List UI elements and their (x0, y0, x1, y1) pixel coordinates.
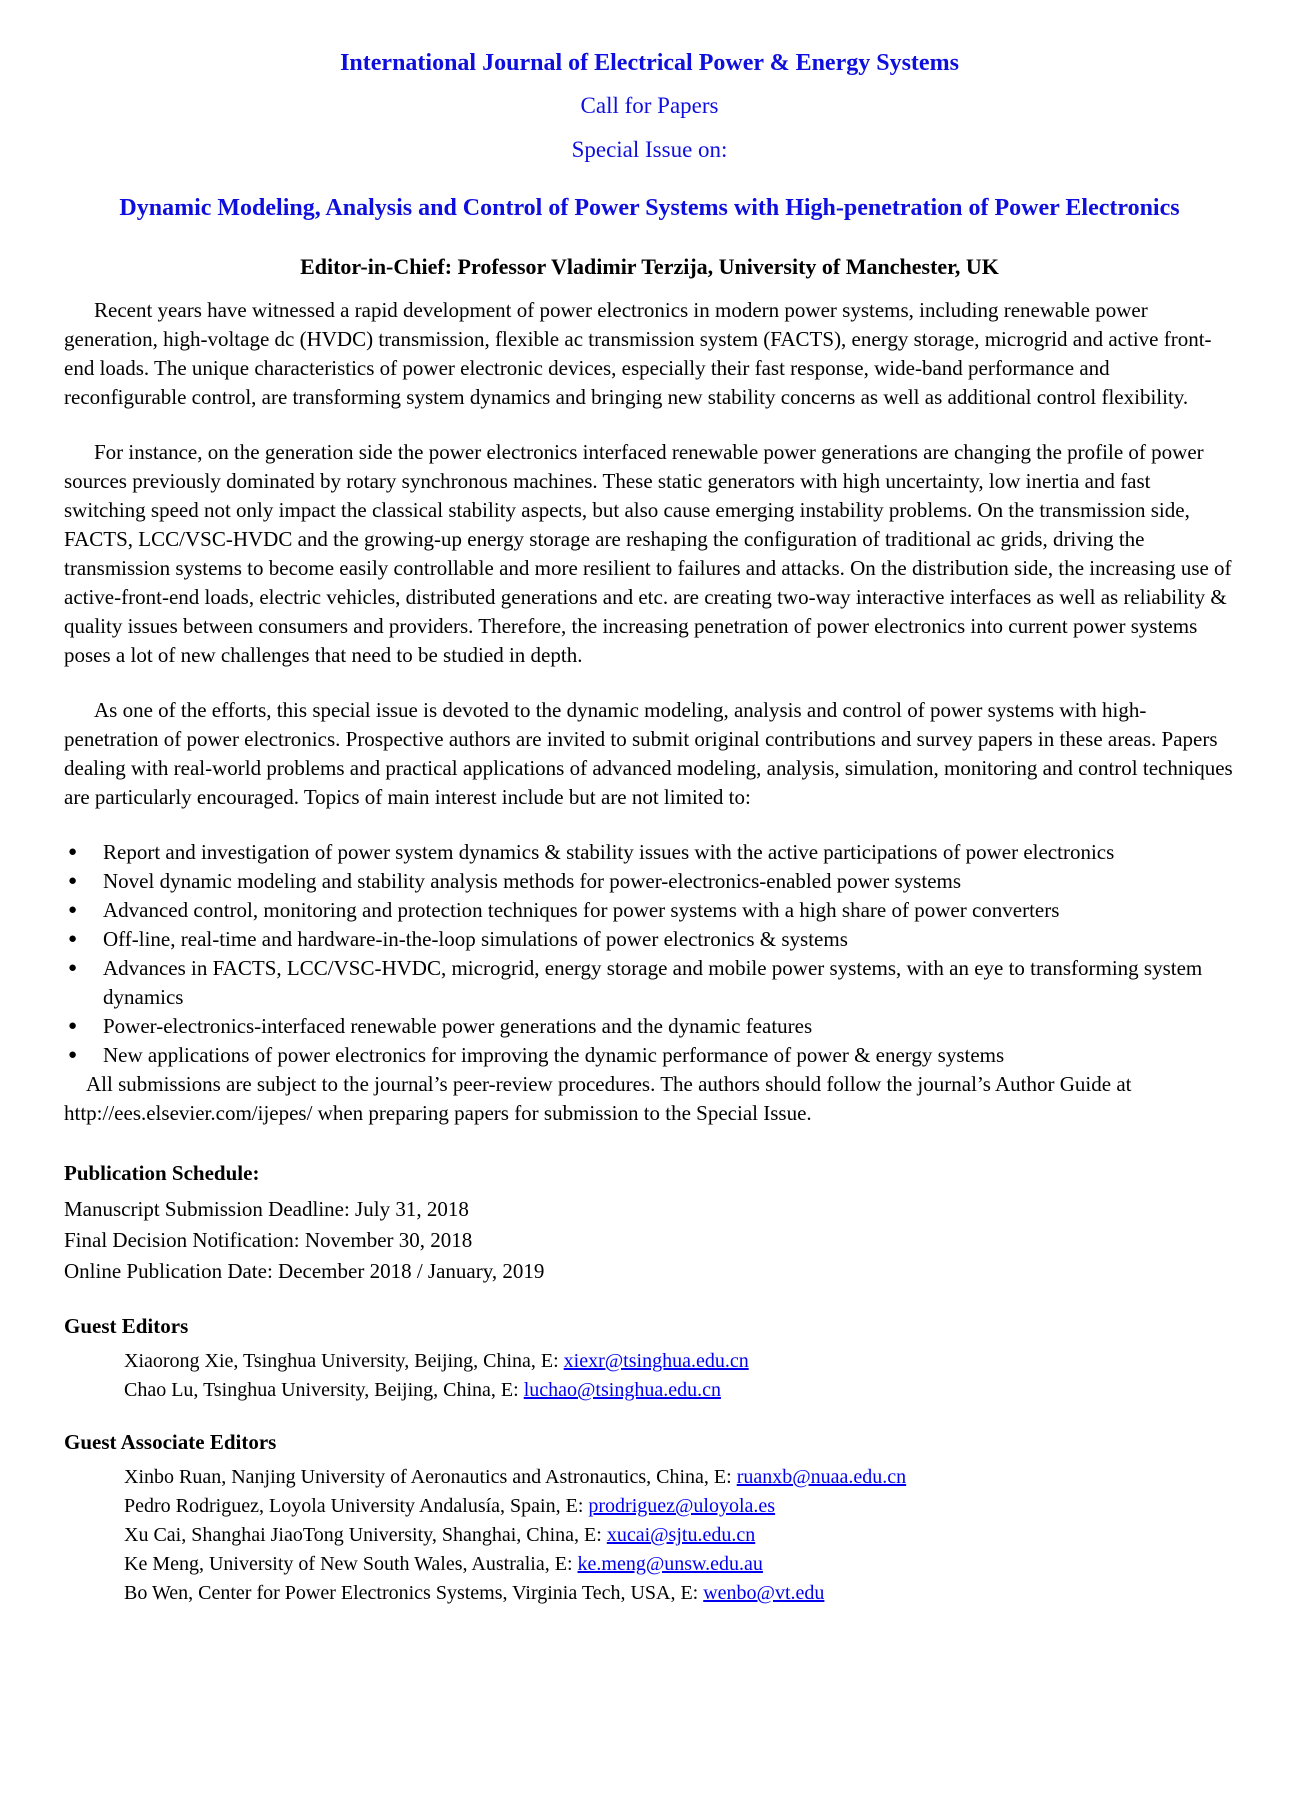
topic-item (64, 954, 1235, 1012)
journal-title: International Journal of Electrical Power & Energy Systems (340, 50, 959, 76)
bullet-icon: ● (68, 1047, 78, 1063)
email-link[interactable]: xiexr@tsinghua.edu.cn (563, 1350, 749, 1372)
schedule-item-online-publication: Online Publication Date: December 2018 / January, 2019 (64, 1259, 545, 1283)
guest-editor-name: Bo Wen, Center for Power Electronics Systems, Virginia Tech, USA, E: (124, 1582, 704, 1604)
email-link[interactable]: wenbo@vt.edu (703, 1582, 825, 1604)
guest-editor-name: Xu Cai, Shanghai JiaoTong University, Shanghai, China, E: (124, 1524, 607, 1546)
guest-editor-name: Xiaorong Xie, Tsinghua University, Beijing, China, E: (124, 1350, 564, 1372)
bullet-icon: ● (68, 902, 78, 918)
publication-schedule-heading: Publication Schedule: (64, 1161, 260, 1185)
guest-editor-entry (64, 1347, 1235, 1376)
topic-item (64, 838, 1235, 867)
topic-item (64, 896, 1235, 925)
topic-item (64, 867, 1235, 896)
topic-item-label: Off-line, real-time and hardware-in-the-loop simulations of power electronics & systems (103, 927, 848, 951)
editor-in-chief-line: Editor-in-Chief: Professor Vladimir Terzija, University of Manchester, UK (300, 254, 999, 279)
guest-associate-editor-entry (64, 1579, 1235, 1608)
schedule-item-manuscript-deadline: Manuscript Submission Deadline: July 31, 2018 (64, 1197, 469, 1221)
context-paragraph: For instance, on the generation side the power electronics interfaced renewable power generations are changing the profile of power sources previously dominated by rotary synchronous machines. These static generators with high uncertainty, low inertia and fast switching speed not only impact the classical stability aspects, but also cause emerging instability problems. On the transmission side, FACTS, LCC/VSC-HVDC and the growing-up energy storage are reshaping the configuration of traditional ac grids, driving the transmission systems to become easily controllable and more resilient to failures and attacks. On the distribution side, the increasing use of active-front-end loads, electric vehicles, distributed generations and etc. are creating two-way interactive interfaces as well as reliability & quality issues between consumers and providers. Therefore, the increasing penetration of power electronics into current power systems poses a lot of new challenges that need to be studied in depth. (64, 440, 1232, 667)
scope-paragraph: As one of the efforts, this special issue is devoted to the dynamic modeling, analysis and control of power systems with high-penetration of power electronics. Prospective authors are invited to submit original contributions and survey papers in these areas. Papers dealing with real-world problems and practical applications of advanced modeling, analysis, simulation, monitoring and control techniques are particularly encouraged. Topics of main interest include but are not limited to: (64, 698, 1233, 809)
topics-list (64, 838, 1235, 1070)
email-link[interactable]: xucai@sjtu.edu.cn (606, 1524, 756, 1546)
email-link[interactable]: ruanxb@nuaa.edu.cn (736, 1466, 907, 1488)
topic-item (64, 925, 1235, 954)
guest-associate-editor-entry (64, 1492, 1235, 1521)
guest-associate-editor-entry (64, 1550, 1235, 1579)
guest-editor-entry (64, 1376, 1235, 1405)
topic-item-label: Novel dynamic modeling and stability analysis methods for power-electronics-enabled power systems (103, 869, 962, 893)
email-link[interactable]: luchao@tsinghua.edu.cn (523, 1379, 721, 1401)
call-for-papers-subtitle: Call for Papers (580, 93, 719, 118)
email-link[interactable]: ke.meng@unsw.edu.au (577, 1553, 763, 1575)
bullet-icon: ● (68, 1018, 78, 1034)
submissions-note: All submissions are subject to the journal’s peer-review procedures. The authors should follow the journal’s Author Guide at http://ees.elsevier.com/ijepes/ when preparing papers for submission to the Special Issue. (64, 1072, 1132, 1125)
guest-editor-name: Ke Meng, University of New South Wales, Australia, E: (124, 1553, 578, 1575)
topic-item (64, 1041, 1235, 1070)
bullet-icon: ● (68, 931, 78, 947)
topic-item (64, 1012, 1235, 1041)
schedule-item-final-decision: Final Decision Notification: November 30, 2018 (64, 1228, 473, 1252)
topic-item-label: Power-electronics-interfaced renewable power generations and the dynamic features (103, 1014, 813, 1038)
guest-editor-name: Pedro Rodriguez, Loyola University Andalusía, Spain, E: (124, 1495, 589, 1517)
bullet-icon: ● (68, 960, 78, 976)
intro-paragraph: Recent years have witnessed a rapid development of power electronics in modern power systems, including renewable power generation, high-voltage dc (HVDC) transmission, flexible ac transmission system (FACTS), energy storage, microgrid and active front-end loads. The unique characteristics of power electronic devices, especially their fast response, wide-band performance and reconfigurable control, are transforming system dynamics and bringing new stability concerns as well as additional control flexibility. (64, 298, 1212, 409)
guest-editor-name: Chao Lu, Tsinghua University, Beijing, China, E: (124, 1379, 524, 1401)
special-issue-title: Dynamic Modeling, Analysis and Control of Power Systems with High-penetration of Power Electronics (119, 195, 1180, 221)
publication-schedule-section (64, 1158, 1235, 1287)
guest-editor-name: Xinbo Ruan, Nanjing University of Aeronautics and Astronautics, China, E: (124, 1466, 737, 1488)
special-issue-label: Special Issue on: (571, 137, 728, 162)
guest-associate-editor-entry (64, 1521, 1235, 1550)
topic-item-label: Report and investigation of power system dynamics & stability issues with the active participations of power electronics (103, 840, 1115, 864)
topic-item-label: Advances in FACTS, LCC/VSC-HVDC, microgrid, energy storage and mobile power systems, with an eye to transforming system dynamics (103, 956, 1203, 1009)
guest-associate-editor-entry (64, 1463, 1235, 1492)
email-link[interactable]: prodriguez@uloyola.es (588, 1495, 776, 1517)
guest-editors-heading: Guest Editors (64, 1314, 189, 1338)
bullet-icon: ● (68, 873, 78, 889)
guest-editors-section (64, 1311, 1235, 1405)
guest-associate-editors-section (64, 1427, 1235, 1608)
topic-item-label: Advanced control, monitoring and protection techniques for power systems with a high share of power converters (103, 898, 1060, 922)
topic-item-label: New applications of power electronics for improving the dynamic performance of power & energy systems (103, 1043, 1005, 1067)
bullet-icon: ● (68, 844, 78, 860)
guest-associate-editors-heading: Guest Associate Editors (64, 1430, 277, 1454)
